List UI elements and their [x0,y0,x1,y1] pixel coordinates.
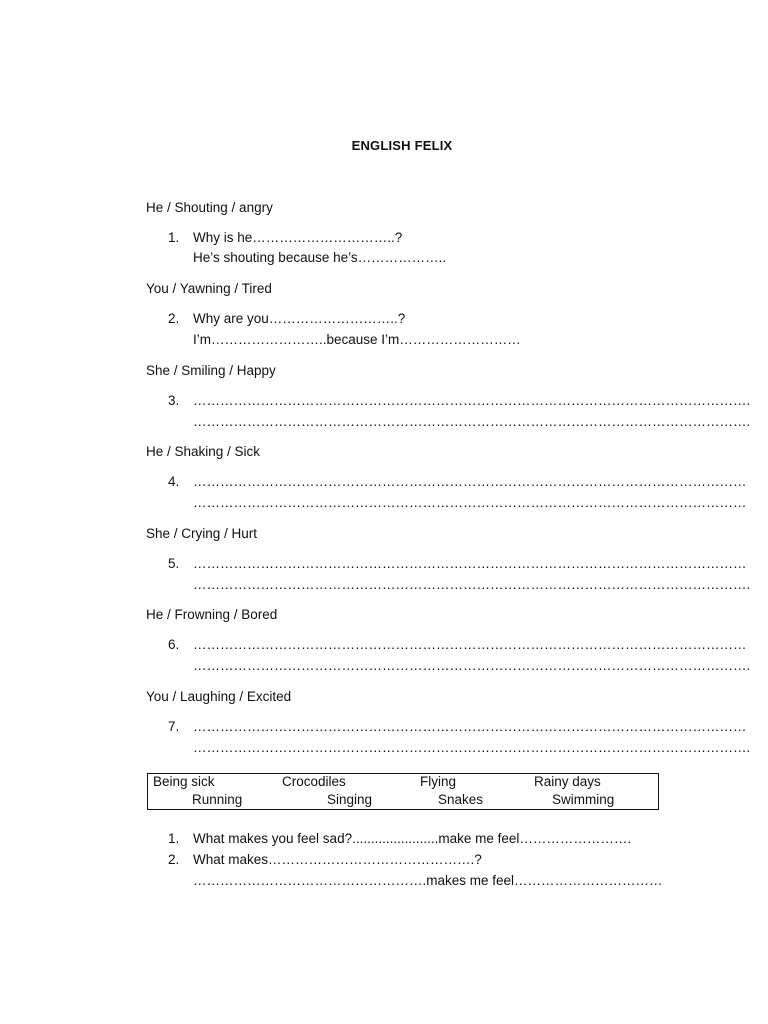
word-bank-item: Flying [420,774,457,789]
answer-blank-line: ……………………………………………………………………………………………………………. [193,414,751,429]
exercise-prompt: She / Crying / Hurt [146,526,258,541]
exercise-prompt: He / Shaking / Sick [146,444,261,459]
answer-blank-line: ……………………………………………………………………………………………………………. [193,393,751,408]
exercise-prompt: She / Smiling / Happy [146,363,276,378]
answer-blank-line: ……………………………………………………………………………………………………………. [193,740,751,755]
answer-blank-line: …………………………………………………………………………………………………………… [193,637,747,652]
answer-blank-line: …………………………………………………………………………………………………………… [193,556,747,571]
exercise-prompt: He / Shouting / angry [146,200,273,215]
part2-question: What makes……………………………………….? [193,852,482,867]
exercise-prompt: You / Yawning / Tired [146,281,272,296]
exercise-number: 1. [168,230,180,245]
exercise-number: 2. [168,311,180,326]
word-bank-item: Being sick [153,774,215,789]
answer-blank-line: ……………………………………………………………………………………………………………. [193,658,751,673]
exercise-question: Why are you………………………..? [193,311,406,326]
word-bank-item: Snakes [438,792,484,807]
answer-blank-line: ……………………………………………………………………………………………………………. [193,577,751,592]
exercise-question: Why is he…………………………..? [193,230,403,245]
exercise-number: 6. [168,637,180,652]
exercise-answer: I’m……………………..because I’m……………………… [193,332,521,347]
worksheet-title: ENGLISH FELIX [351,138,453,153]
word-bank-item: Rainy days [534,774,601,789]
answer-blank-line: …………………………………………………………………………………………………………… [193,719,747,734]
part2-number: 1. [168,831,180,846]
word-bank-item: Singing [327,792,373,807]
exercise-prompt: He / Frowning / Bored [146,607,278,622]
word-bank-item: Crocodiles [282,774,346,789]
word-bank-box [147,773,659,810]
exercise-prompt: You / Laughing / Excited [146,689,292,704]
exercise-answer: He’s shouting because he’s……………….. [193,250,447,265]
word-bank-item: Swimming [552,792,615,807]
exercise-number: 7. [168,719,180,734]
word-bank-item: Running [192,792,243,807]
answer-blank-line: …………………………………………………………………………………………………………… [193,495,747,510]
part2-answer: …………………………………………….makes me feel…………………………… [193,873,663,888]
answer-blank-line: …………………………………………………………………………………………………………… [193,474,747,489]
exercise-number: 3. [168,393,180,408]
part2-number: 2. [168,852,180,867]
exercise-number: 5. [168,556,180,571]
exercise-number: 4. [168,474,180,489]
part2-question: What makes you feel sad?.......................make me feel……………………. [193,831,632,846]
